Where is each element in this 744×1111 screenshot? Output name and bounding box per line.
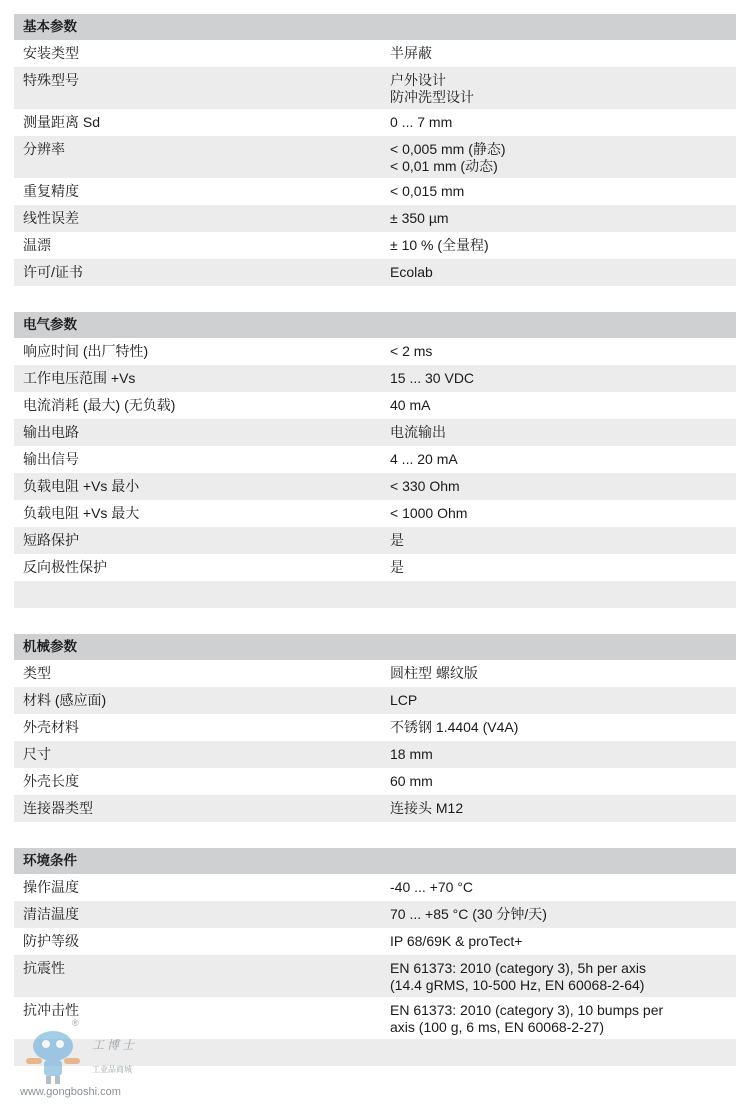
spec-value [380,532,736,554]
spec-value-line: EN 61373: 2010 (category 3), 5h per axis [390,960,647,976]
spec-value [380,114,736,136]
spec-value-line: 4 ... 20 mA [390,451,458,467]
spec-row [14,419,736,446]
spec-value [380,264,736,286]
spec-value [380,210,736,232]
spec-value-line: -40 ... +70 °C [390,879,474,895]
spec-label: 线性误差 [23,210,79,226]
spec-value [380,960,736,994]
spec-row [14,955,736,997]
spec-value-line: LCP [390,692,418,708]
watermark-url: www.gongboshi.com [20,1086,121,1098]
spec-value [380,719,736,741]
spec-value-line: 圆柱型 螺纹版 [390,665,478,681]
spec-value-line: < 2 ms [390,343,433,359]
spec-label: 电流消耗 (最大) (无负载) [23,397,176,413]
spec-row [14,500,736,527]
spec-row [14,901,736,928]
spec-row [14,473,736,500]
spec-value-line: < 0,01 mm (动态) [390,158,498,174]
spec-value-line: EN 61373: 2010 (category 3), 10 bumps per [390,1002,664,1018]
spec-row [14,205,736,232]
spec-sheet [14,14,736,1092]
spec-value [380,692,736,714]
spec-row [14,40,736,67]
spec-row [14,874,736,901]
spec-label: 响应时间 (出厂特性) [23,343,149,359]
spec-section [14,312,736,608]
spec-value [380,72,736,106]
registered-mark: ® [72,1018,79,1028]
spec-value-line: 是 [390,532,404,548]
spec-row [14,392,736,419]
spec-value [380,370,736,392]
spec-value-line: 40 mA [390,397,431,413]
spec-value [380,665,736,687]
spec-value-line: < 0,015 mm [390,183,465,199]
spec-value-line: 0 ... 7 mm [390,114,453,130]
spec-row [14,365,736,392]
spec-row [14,687,736,714]
spec-row [14,338,736,365]
spec-value [380,773,736,795]
section-header: 环境条件 [14,848,736,874]
spec-label: 测量距离 Sd [23,114,101,130]
spec-value-line: 连接头 M12 [390,800,464,816]
spec-value [380,183,736,205]
spec-row [14,660,736,687]
spec-value-line: Ecolab [390,264,433,280]
spec-label: 短路保护 [23,532,79,548]
spec-value [380,559,736,581]
spec-value [380,800,736,822]
spec-row [14,109,736,136]
spec-value-line: 60 mm [390,773,433,789]
spec-value [380,424,736,446]
spec-value-line: 是 [390,559,404,575]
spec-value-line: 半屏蔽 [390,45,432,61]
spec-value [380,478,736,500]
spec-label: 抗震性 [23,960,65,976]
spec-label: 负载电阻 +Vs 最小 [23,478,140,494]
section-header: 电气参数 [14,312,736,338]
spec-value-line: (14.4 gRMS, 10-500 Hz, EN 60068-2-64) [390,977,645,993]
spec-label: 温漂 [23,237,51,253]
spec-row [14,232,736,259]
spec-row [14,741,736,768]
spec-value-line: axis (100 g, 6 ms, EN 60068-2-27) [390,1019,604,1035]
section-header: 基本参数 [14,14,736,40]
spec-row [14,527,736,554]
gongboshi-watermark-logo [18,1020,158,1105]
spec-row [14,928,736,955]
spec-row [14,714,736,741]
spec-value [380,141,736,175]
spec-row [14,67,736,109]
spec-label: 分辨率 [23,141,65,157]
spec-label: 许可/证书 [23,264,83,280]
spec-value [380,397,736,419]
spec-section [14,14,736,286]
spec-value [380,505,736,527]
spec-value [380,879,736,901]
spec-value [380,343,736,365]
watermark-subtitle: 工业品商城 [92,1065,132,1074]
spec-label: 类型 [23,665,51,681]
spec-value [380,746,736,768]
empty-row [14,581,736,608]
spec-value-line: 电流输出 [390,424,446,440]
spec-label: 抗冲击性 [23,1002,79,1018]
spec-label: 安装类型 [23,45,79,61]
spec-value-line: ± 350 µm [390,210,449,226]
spec-label: 反向极性保护 [23,559,107,575]
spec-value-line: ± 10 % (全量程) [390,237,489,253]
spec-value-line: 18 mm [390,746,433,762]
spec-value-line: IP 68/69K & proTect+ [390,933,523,949]
spec-value [380,45,736,67]
spec-label: 外壳长度 [23,773,79,789]
spec-row [14,178,736,205]
spec-label: 操作温度 [23,879,79,895]
spec-label: 输出电路 [23,424,79,440]
section-header: 机械参数 [14,634,736,660]
spec-value [380,451,736,473]
spec-value-line: 70 ... +85 °C (30 分钟/天) [390,906,547,922]
spec-value-line: < 330 Ohm [390,478,460,494]
spec-row [14,795,736,822]
spec-label: 连接器类型 [23,800,93,816]
spec-value [380,906,736,928]
spec-row [14,554,736,581]
spec-label: 重复精度 [23,183,79,199]
spec-label: 尺寸 [23,746,51,762]
spec-label: 输出信号 [23,451,79,467]
watermark-brand: 工博士 [92,1038,138,1052]
spec-section [14,634,736,822]
spec-label: 特殊型号 [23,72,79,88]
spec-value [380,237,736,259]
spec-value-line: 15 ... 30 VDC [390,370,475,386]
spec-value-line: < 1000 Ohm [390,505,468,521]
spec-row [14,259,736,286]
spec-row [14,136,736,178]
spec-value-line: 不锈钢 1.4404 (V4A) [390,719,519,735]
spec-label: 工作电压范围 +Vs [23,370,136,386]
spec-value [380,1002,736,1036]
spec-value-line: < 0,005 mm (静态) [390,141,506,157]
spec-label: 防护等级 [23,933,79,949]
spec-value-line: 防冲洗型设计 [390,89,474,105]
robot-mascot-icon [18,1024,88,1086]
spec-row [14,768,736,795]
spec-label: 清洁温度 [23,906,79,922]
spec-value [380,933,736,955]
spec-label: 材料 (感应面) [23,692,107,708]
spec-value-line: 户外设计 [390,72,446,88]
spec-label: 外壳材料 [23,719,79,735]
spec-label: 负载电阻 +Vs 最大 [23,505,140,521]
spec-row [14,446,736,473]
